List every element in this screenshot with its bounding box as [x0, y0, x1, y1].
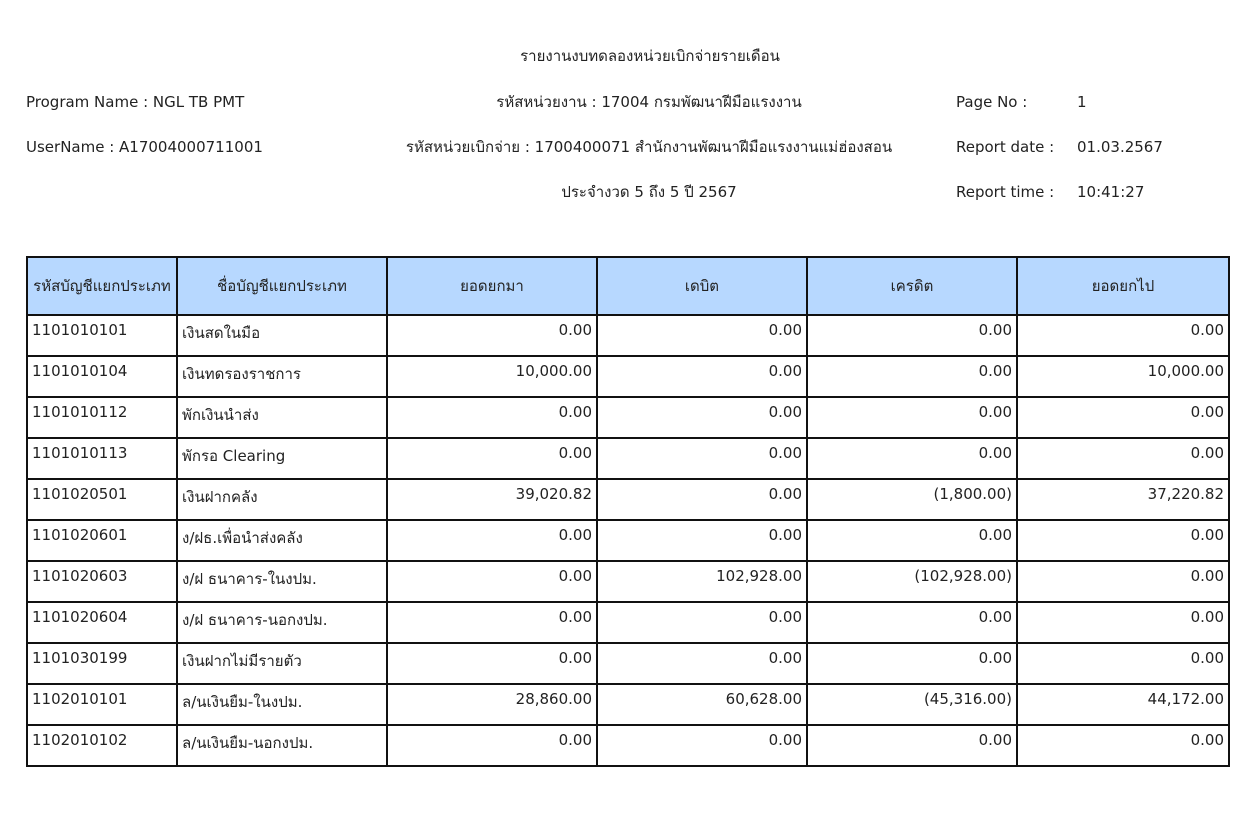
- account-name-cell: ง/ฝ ธนาคาร-ในงปม.: [177, 561, 387, 602]
- opening-balance-cell: 28,860.00: [387, 684, 597, 725]
- credit-cell: 0.00: [807, 315, 1017, 356]
- account-name-cell: เงินฝากคลัง: [177, 479, 387, 520]
- column-header-account-code: รหัสบัญชีแยกประเภท: [27, 257, 177, 315]
- column-header-account-name: ชื่อบัญชีแยกประเภท: [177, 257, 387, 315]
- table-body: [27, 315, 1229, 766]
- account-name-cell: เงินฝากไม่มีรายตัว: [177, 643, 387, 684]
- opening-balance-cell: 0.00: [387, 397, 597, 438]
- debit-cell: 0.00: [597, 397, 807, 438]
- account-code-cell: 1101020603: [27, 561, 177, 602]
- debit-cell: 102,928.00: [597, 561, 807, 602]
- page-no-label: Page No :: [956, 93, 1028, 111]
- credit-cell: 0.00: [807, 643, 1017, 684]
- debit-cell: 0.00: [597, 315, 807, 356]
- account-name-cell: ง/ฝธ.เพื่อนำส่งคลัง: [177, 520, 387, 561]
- credit-cell: 0.00: [807, 356, 1017, 397]
- account-name-cell: พักรอ Clearing: [177, 438, 387, 479]
- table-row: [27, 356, 1229, 397]
- table-row: [27, 315, 1229, 356]
- account-name-cell: เงินทดรองราชการ: [177, 356, 387, 397]
- credit-cell: 0.00: [807, 438, 1017, 479]
- table-row: [27, 561, 1229, 602]
- account-code-cell: 1101010113: [27, 438, 177, 479]
- column-header-closing-balance: ยอดยกไป: [1017, 257, 1229, 315]
- credit-cell: (102,928.00): [807, 561, 1017, 602]
- closing-balance-cell: 10,000.00: [1017, 356, 1229, 397]
- table-row: [27, 725, 1229, 766]
- debit-cell: 60,628.00: [597, 684, 807, 725]
- report-title: รายงานงบทดลองหน่วยเบิกจ่ายรายเดือน: [520, 47, 780, 65]
- account-code-cell: 1101030199: [27, 643, 177, 684]
- table-row: [27, 520, 1229, 561]
- report-date-value: 01.03.2567: [1077, 138, 1163, 156]
- trial-balance-table: [26, 256, 1230, 767]
- credit-cell: 0.00: [807, 725, 1017, 766]
- closing-balance-cell: 0.00: [1017, 520, 1229, 561]
- closing-balance-cell: 37,220.82: [1017, 479, 1229, 520]
- credit-cell: (1,800.00): [807, 479, 1017, 520]
- opening-balance-cell: 0.00: [387, 315, 597, 356]
- table-row: [27, 438, 1229, 479]
- page-no-value: 1: [1077, 93, 1087, 111]
- account-code-cell: 1101020601: [27, 520, 177, 561]
- opening-balance-cell: 39,020.82: [387, 479, 597, 520]
- closing-balance-cell: 44,172.00: [1017, 684, 1229, 725]
- credit-cell: 0.00: [807, 520, 1017, 561]
- disbursing-unit: รหัสหน่วยเบิกจ่าย : 1700400071 สำนักงานพัฒนาฝีมือแรงงานแม่ฮ่องสอน: [405, 138, 893, 156]
- credit-cell: 0.00: [807, 397, 1017, 438]
- debit-cell: 0.00: [597, 438, 807, 479]
- closing-balance-cell: 0.00: [1017, 602, 1229, 643]
- closing-balance-cell: 0.00: [1017, 725, 1229, 766]
- table-row: [27, 643, 1229, 684]
- account-name-cell: ง/ฝ ธนาคาร-นอกงปม.: [177, 602, 387, 643]
- account-code-cell: 1101010112: [27, 397, 177, 438]
- account-code-cell: 1101010101: [27, 315, 177, 356]
- table-row: [27, 684, 1229, 725]
- opening-balance-cell: 0.00: [387, 643, 597, 684]
- credit-cell: 0.00: [807, 602, 1017, 643]
- account-code-cell: 1101020501: [27, 479, 177, 520]
- report-time-value: 10:41:27: [1077, 183, 1145, 201]
- closing-balance-cell: 0.00: [1017, 438, 1229, 479]
- opening-balance-cell: 10,000.00: [387, 356, 597, 397]
- program-name: Program Name : NGL TB PMT: [26, 93, 245, 111]
- opening-balance-cell: 0.00: [387, 561, 597, 602]
- debit-cell: 0.00: [597, 643, 807, 684]
- account-name-cell: พักเงินนำส่ง: [177, 397, 387, 438]
- account-code-cell: 1101010104: [27, 356, 177, 397]
- account-code-cell: 1102010101: [27, 684, 177, 725]
- column-header-credit: เครดิต: [807, 257, 1017, 315]
- account-name-cell: ล/นเงินยืม-ในงปม.: [177, 684, 387, 725]
- unit-code: รหัสหน่วยงาน : 17004 กรมพัฒนาฝีมือแรงงาน: [496, 93, 802, 111]
- account-name-cell: เงินสดในมือ: [177, 315, 387, 356]
- opening-balance-cell: 0.00: [387, 725, 597, 766]
- account-name-cell: ล/นเงินยืม-นอกงปม.: [177, 725, 387, 766]
- column-header-debit: เดบิต: [597, 257, 807, 315]
- table-row: [27, 397, 1229, 438]
- debit-cell: 0.00: [597, 479, 807, 520]
- closing-balance-cell: 0.00: [1017, 643, 1229, 684]
- debit-cell: 0.00: [597, 602, 807, 643]
- closing-balance-cell: 0.00: [1017, 315, 1229, 356]
- report-time-label: Report time :: [956, 183, 1055, 201]
- opening-balance-cell: 0.00: [387, 602, 597, 643]
- opening-balance-cell: 0.00: [387, 520, 597, 561]
- username: UserName : A17004000711001: [26, 138, 263, 156]
- debit-cell: 0.00: [597, 356, 807, 397]
- debit-cell: 0.00: [597, 520, 807, 561]
- opening-balance-cell: 0.00: [387, 438, 597, 479]
- credit-cell: (45,316.00): [807, 684, 1017, 725]
- account-code-cell: 1101020604: [27, 602, 177, 643]
- closing-balance-cell: 0.00: [1017, 561, 1229, 602]
- account-code-cell: 1102010102: [27, 725, 177, 766]
- closing-balance-cell: 0.00: [1017, 397, 1229, 438]
- report-period: ประจำงวด 5 ถึง 5 ปี 2567: [561, 183, 737, 201]
- table-header-row: [27, 257, 1229, 315]
- table-row: [27, 602, 1229, 643]
- table-row: [27, 479, 1229, 520]
- report-date-label: Report date :: [956, 138, 1055, 156]
- debit-cell: 0.00: [597, 725, 807, 766]
- column-header-opening-balance: ยอดยกมา: [387, 257, 597, 315]
